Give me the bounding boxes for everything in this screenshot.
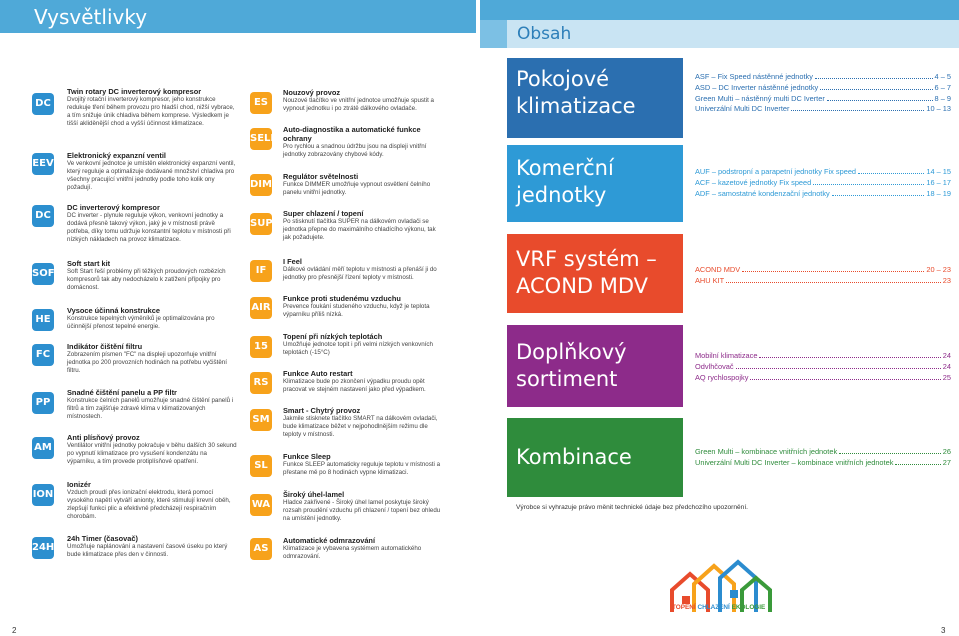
feature-text: Pro rychlou a snadnou údržbu jsou na displeji vnitřní jednotky zobrazovány chybové kódy.	[283, 143, 427, 159]
feature-easy-clean	[67, 388, 237, 421]
feature-text: Konstrukce tepelných výměníků je optimalizována pro účinnější přenost tepelné energie.	[67, 315, 215, 331]
feature-text: Funkce DIMMER umožňuje vypnout osvětlení čelního panelu vnitřní jednotky.	[283, 181, 431, 197]
smart-mode-icon: SM	[250, 409, 272, 431]
toc-section-pokojove[interactable]	[507, 58, 683, 138]
feature-text: Nouzové tlačítko ve vnitřní jednotce umožňuje spustit a vypnout jednotku i po ztrátě dálkového ovladače.	[283, 97, 434, 113]
toc-entry[interactable]: Univerzální Multi DC Inverter – kombinace vnitřních jednotek 27	[695, 457, 951, 467]
toc-list-komercni	[695, 167, 951, 199]
expansion-valve-icon: EEV	[32, 153, 54, 175]
feature-wide-angle	[283, 490, 443, 523]
feature-text: Umožňuje naplánování a nastavení časové úseku po který bude klimatizace přes den v činnosti.	[67, 543, 228, 559]
anti-cold-air-icon: AIR	[250, 297, 272, 319]
dimmer-icon: DIM	[250, 174, 272, 196]
feature-title: I Feel	[283, 257, 302, 266]
feature-soft-start	[67, 259, 237, 292]
feature-text: Umožňuje jednotce topit i při velmi nízkých venkovních teplotách (-15°C)	[283, 341, 433, 357]
feature-title: Široký úhel-lamel	[283, 490, 345, 499]
heat-exchanger-icon: HE	[32, 309, 54, 331]
low-temp-heating-icon: 15	[250, 336, 272, 358]
sleep-mode-icon: SL	[250, 455, 272, 477]
auto-defrost-icon: AS	[250, 538, 272, 560]
feature-text: Klimatizace bude po zkončení výpadku proudu opět pracovat ve stejném nastavení jako před výpadkem.	[283, 378, 426, 394]
toc-entry[interactable]: ADF – samostatné kondenzační jednotky 18 – 19	[695, 188, 951, 198]
feature-text: Konstrukce čelních panelů umožňuje snadné čištění panelů i filtrů a tím zajišťuje zdravé klima v klimatizovaných místnostech.	[67, 397, 234, 421]
left-header-bar	[0, 0, 476, 33]
toc-entry[interactable]: Mobilní klimatizace 24	[695, 351, 951, 360]
auto-restart-icon: RS	[250, 372, 272, 394]
toc-section-komercni[interactable]	[507, 145, 683, 222]
right-header-bar-top	[480, 0, 959, 20]
toc-entry[interactable]: AUF – podstropní a parapetní jednotky Fix speed 14 – 15	[695, 167, 951, 176]
page-number-left: 2	[12, 626, 17, 635]
self-diagnosis-icon: SELF	[250, 128, 272, 150]
feature-title: Topení při nízkých teplotách	[283, 332, 383, 341]
feature-title: Funkce Auto restart	[283, 369, 353, 378]
feature-title: Elektronický expanzní ventil	[67, 151, 166, 160]
toc-entry[interactable]: ACOND MDV 20 – 23	[695, 265, 951, 274]
obsah-title-box	[507, 20, 959, 48]
feature-title: Automatické odmrazování	[283, 536, 375, 545]
feature-text: Soft Start řeší problémy při těžkých proudových rozbězích kompresorů tak aby nedocházelo k zatížení přípojky pro domácnost.	[67, 268, 226, 292]
toc-entry[interactable]: Univerzální Multi DC Inverter 10 – 13	[695, 104, 951, 114]
feature-text: Zobrazením písmen "FC" na displeji upozorňuje vnitřní jednotka po 200 provozních hodinách na potřebu vyčištění filtru.	[67, 351, 227, 375]
anti-mildew-icon: AM	[32, 437, 54, 459]
feature-title: Indikátor čištění filtru	[67, 342, 143, 351]
toc-entry[interactable]: AQ rychlospojky 25	[695, 372, 951, 382]
feature-title: Nouzový provoz	[283, 88, 341, 97]
soft-start-icon: SOFT	[32, 263, 54, 285]
feature-timer	[67, 534, 237, 559]
emergency-switch-icon: ES	[250, 92, 272, 114]
pp-filter-icon: PP	[32, 392, 54, 414]
section-label: Doplňkový sortiment	[516, 340, 627, 391]
feature-i-feel	[283, 257, 443, 282]
toc-section-doplnkovy[interactable]	[507, 325, 683, 407]
feature-dc-inverter	[67, 203, 237, 244]
feature-text: Ventilátor vnitřní jednotky pokračuje v běhu dalších 30 sekund po vypnutí klimatizace pro vysušení kondenzátu na výparníku, a tím provede protiplísňové opatření.	[67, 442, 237, 466]
toc-list-kombinace	[695, 447, 951, 469]
timer-icon: 24H	[32, 537, 54, 559]
feature-text: Dálkové ovládání měří teplotu v místnosti a přenáší ji do jednotky pro přesnější řízení teploty v místnosti.	[283, 266, 437, 282]
feature-filter-indicator	[67, 342, 237, 375]
feature-title: Smart - Chytrý provoz	[283, 406, 361, 415]
feature-text: Ve venkovní jednotce je umístěn elektronický expanzní ventil, který reguluje a optimalizuje dodávané množství chladiva pro všechny pracující vnitřní jednotky podle toho kolik ony požadují.	[67, 160, 236, 192]
feature-title: Vysoce účinná konstrukce	[67, 306, 160, 315]
toc-entry[interactable]: ASD – DC Inverter nástěnné jednotky 6 – 7	[695, 82, 951, 92]
toc-entry[interactable]: Green Multi – kombinace vnitřních jednotek 26	[695, 447, 951, 456]
toc-entry[interactable]: Odvlhčovač 24	[695, 361, 951, 371]
disclaimer-text: Výrobce si vyhrazuje právo měnit technické údaje bez předchozího upozornění.	[516, 504, 749, 511]
i-feel-icon: IF	[250, 260, 272, 282]
dc-compressor-icon: DC	[32, 93, 54, 115]
feature-text: DC inverter - plynule reguluje výkon, venkovní jednotky a dodává přesně takový výkon, jaký je v místnosti právě potřeba, díky tomu udržuje konstantní teplotu v místnosti při nízkých nákladech na provoz klimatizace.	[67, 212, 231, 244]
ionizer-icon: ION	[32, 484, 54, 506]
feature-ionizer	[67, 480, 237, 521]
page-title-obsah: Obsah	[517, 24, 572, 44]
toc-section-vrf[interactable]	[507, 234, 683, 313]
feature-super	[283, 209, 443, 242]
section-label: Komerční jednotky	[516, 156, 614, 207]
logo-wordmark	[672, 604, 765, 611]
toc-entry[interactable]: AHU KIT 23	[695, 275, 951, 285]
feature-title: Twin rotary DC inverterový kompresor	[67, 87, 202, 96]
toc-entry[interactable]: ASF – Fix Speed nástěnné jednotky 4 – 5	[695, 72, 951, 81]
feature-title: Funkce proti studenému vzduchu	[283, 294, 401, 303]
feature-title: Auto-diagnostika a automatické funkce ochrany	[283, 125, 421, 143]
feature-self-diagnosis	[283, 125, 443, 159]
page-number-right: 3	[941, 626, 946, 635]
feature-smart	[283, 406, 443, 439]
toc-entry[interactable]: Green Multi – nástěnný multi DC Iverter 8 – 9	[695, 93, 951, 103]
feature-text: Dvojitý rotační inverterový kompresor, jeho konstrukce redukuje tření během provozu pro hladší chod, nižší vybrace, a tím snižuje únik chladiva během komprese. Výsledkem je tišší akliděnější chod a vyšší účinnost klimatizace.	[67, 96, 235, 128]
feature-title: Ionizér	[67, 480, 91, 489]
feature-twin-rotary	[67, 87, 237, 128]
feature-expansion-valve	[67, 151, 237, 192]
toc-list-vrf	[695, 265, 951, 287]
feature-anti-mildew	[67, 433, 237, 466]
feature-auto-restart	[283, 369, 443, 394]
feature-anti-cold-air	[283, 294, 443, 319]
toc-section-kombinace[interactable]	[507, 418, 683, 497]
wide-angle-louver-icon: WA	[250, 494, 272, 516]
toc-list-pokojove	[695, 72, 951, 115]
page-title-vysvetlivky: Vysvětlivky	[34, 5, 148, 29]
toc-entry[interactable]: ACF – kazetové jednotky Fix speed 16 – 17	[695, 177, 951, 187]
feature-text: Funkce SLEEP automaticky reguluje teplotu v místnosti a přestane mě po 8 hodinách vypne klimatizaci.	[283, 461, 441, 477]
feature-text: Klimatizace je vybavena systémem automatického odmrazování.	[283, 545, 422, 561]
logo-word-topeni: TOPENÍ	[672, 604, 696, 611]
section-label: VRF systém – ACOND MDV	[516, 247, 657, 298]
feature-title: 24h Timer (časovač)	[67, 534, 138, 543]
feature-title: Super chlazení / topení	[283, 209, 364, 218]
feature-auto-defrost	[283, 536, 443, 561]
feature-emergency	[283, 88, 443, 113]
feature-low-temp-heating	[283, 332, 443, 357]
toc-list-doplnkovy	[695, 351, 951, 383]
feature-sleep	[283, 452, 443, 477]
feature-title: Soft start kit	[67, 259, 111, 268]
dc-inverter-icon: DC	[32, 205, 54, 227]
section-label: Kombinace	[516, 445, 632, 469]
feature-text: Po stisknutí tlačítka SUPER na dálkovém ovladači se jednotka přepne do maximálního chladícího výkonu, tak jak požadujete.	[283, 218, 436, 242]
feature-text: Vzduch proudí přes ionizační elektrodu, která pomocí vysokého napětí vytváří anionty, které stimulují krevní oběh, zlepšují funkci plic a efektivně předcházejí respiračním chorobám.	[67, 489, 231, 521]
feature-title: Regulátor světelnosti	[283, 172, 359, 181]
super-mode-icon: SUPER	[250, 213, 272, 235]
feature-title: Funkce Sleep	[283, 452, 331, 461]
feature-title: DC inverterový kompresor	[67, 203, 160, 212]
feature-title: Anti plísňový provoz	[67, 433, 140, 442]
feature-text: Jakmile stisknete tlačítko SMART na dálkovém ovladači, bude klimatizace běžet v nejpohodlnějším režimu dle teploty v místnosti.	[283, 415, 438, 439]
feature-text: Prevence foukání studeného vzduchu, když je teplota výparníku příliš nízká.	[283, 303, 430, 319]
section-label: Pokojové klimatizace	[516, 67, 636, 118]
feature-text: Hladce zakřivené - Široký úhel lamel poskytuje široký rozsah proudění vzduchu při chlazení / topení bez ohledu na umístění jednotky.	[283, 499, 441, 523]
feature-high-efficiency	[67, 306, 237, 331]
logo-word-ekologie: EKOLOGIE	[731, 604, 766, 611]
logo-word-chlazeni: CHLAZENÍ	[697, 604, 730, 611]
filter-clean-icon: FC	[32, 344, 54, 366]
feature-dimmer	[283, 172, 443, 197]
feature-title: Snadné čištění panelu a PP filtr	[67, 388, 177, 397]
